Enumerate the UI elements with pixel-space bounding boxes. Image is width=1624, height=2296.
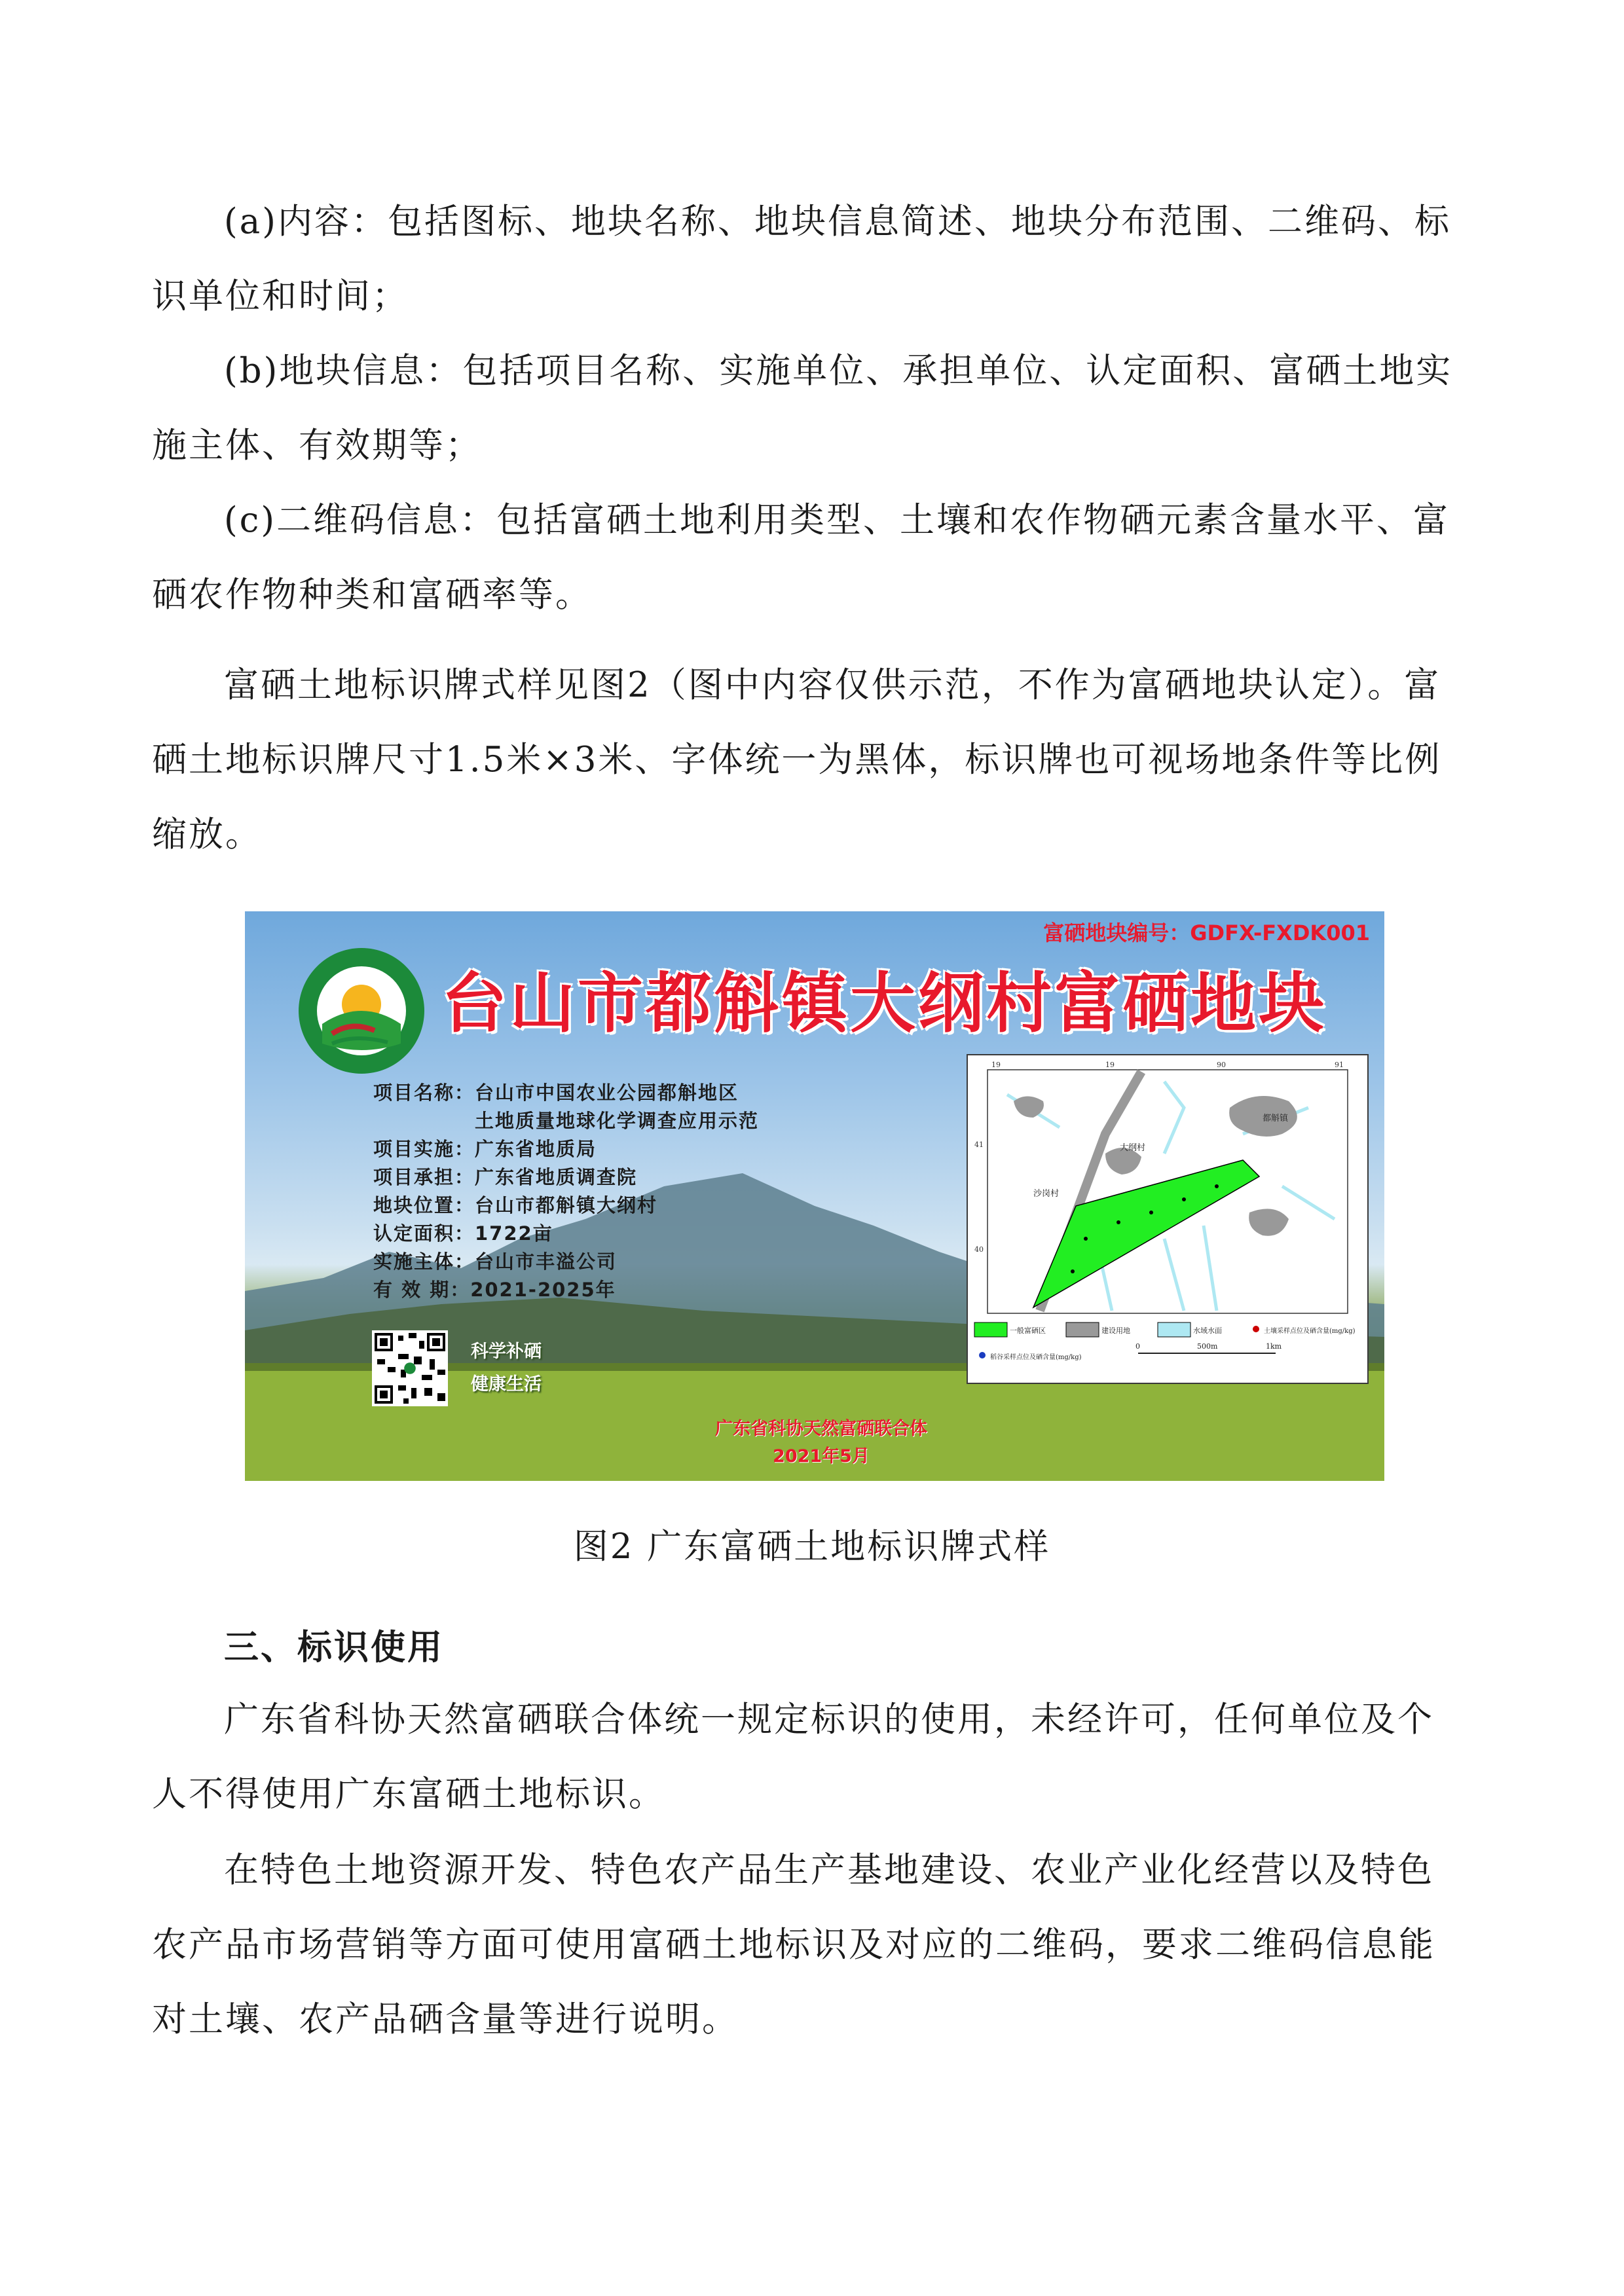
plot-distribution-map: [967, 1054, 1369, 1384]
scale-label: 0: [1135, 1342, 1140, 1351]
grid-label: 40: [974, 1245, 984, 1254]
qr-code: [372, 1330, 448, 1406]
figure-caption: 图2 广东富硒土地标识牌式样: [573, 1527, 1051, 1567]
info-line: 项目承担：广东省地质调查院: [373, 1166, 638, 1188]
plot-title: 台山市都斛镇大纲村富硒地块: [441, 965, 1327, 1042]
grid-label: 19: [991, 1061, 1001, 1069]
info-line: 地块位置：台山市都斛镇大纲村: [373, 1194, 658, 1216]
town-label: 都斛镇: [1263, 1114, 1289, 1123]
paragraph-content: (a)内容：包括图标、地块名称、地块信息简述、地块分布范围、二维码、标识单位和时间；: [152, 202, 1451, 316]
info-line: 土地质量地球化学调查应用示范: [373, 1110, 760, 1132]
issuer-name: 广东省科协天然富硒联合体: [715, 1419, 927, 1439]
slogan-1: 科学补硒: [471, 1341, 542, 1362]
legend-label: 建设用地: [1101, 1326, 1130, 1335]
sign-figure: [245, 911, 1384, 1481]
info-line: 认定面积：1722亩: [373, 1222, 553, 1245]
info-line: 有 效 期：2021-2025年: [373, 1279, 616, 1301]
village-label: 大纲村: [1120, 1143, 1146, 1153]
info-line: 项目实施：广东省地质局: [373, 1138, 597, 1160]
legend-label: 稻谷采样点位及硒含量(mg/kg): [990, 1354, 1082, 1361]
plot-code: 富硒地块编号：GDFX-FXDK001: [1043, 920, 1370, 945]
project-info: [373, 1079, 759, 1304]
legend-label: 水域水面: [1193, 1326, 1222, 1335]
scale-label: 1km: [1266, 1342, 1282, 1351]
grid-label: 90: [1217, 1061, 1226, 1069]
legend-label: 一般富硒区: [1010, 1326, 1046, 1335]
legend-label: 土壤采样点位及硒含量(mg/kg): [1264, 1328, 1356, 1335]
slogan-2: 健康生活: [471, 1374, 542, 1394]
scale-label: 500m: [1197, 1342, 1218, 1351]
paragraph-plot-info: (b)地块信息：包括项目名称、实施单位、承担单位、认定面积、富硒土地实施主体、有效期等；: [152, 351, 1453, 465]
paragraph-sign-sample: 富硒土地标识牌式样见图2（图中内容仅供示范，不作为富硒地块认定）。富硒土地标识牌尺寸1.5米×3米、字体统一为黑体，标识牌也可视场地条件等比例缩放。: [152, 665, 1442, 854]
paragraph-usage-scope: 在特色土地资源开发、特色农产品生产基地建设、农业产业化经营以及特色农产品市场营销等方面可使用富硒土地标识及对应的二维码，要求二维码信息能对土壤、农产品硒含量等进行说明。: [152, 1850, 1435, 2039]
grid-label: 41: [974, 1140, 984, 1149]
paragraph-qr-info: (c)二维码信息：包括富硒土地利用类型、土壤和农作物硒元素含量水平、富硒农作物种类和富硒率等。: [152, 500, 1450, 615]
selenium-land-logo: [296, 945, 427, 1076]
info-line: 实施主体：台山市丰溢公司: [373, 1250, 618, 1273]
paragraph-usage-rule: 广东省科协天然富硒联合体统一规定标识的使用，未经许可，任何单位及个人不得使用广东富硒土地标识。: [152, 1700, 1434, 1814]
issue-date: 2021年5月: [773, 1446, 870, 1467]
village-label: 沙岗村: [1033, 1189, 1060, 1199]
grid-label: 91: [1335, 1061, 1344, 1069]
grid-label: 19: [1105, 1061, 1115, 1069]
section-heading: 三、标识使用: [224, 1628, 444, 1667]
info-line: 项目名称：台山市中国农业公园都斛地区: [373, 1082, 739, 1104]
